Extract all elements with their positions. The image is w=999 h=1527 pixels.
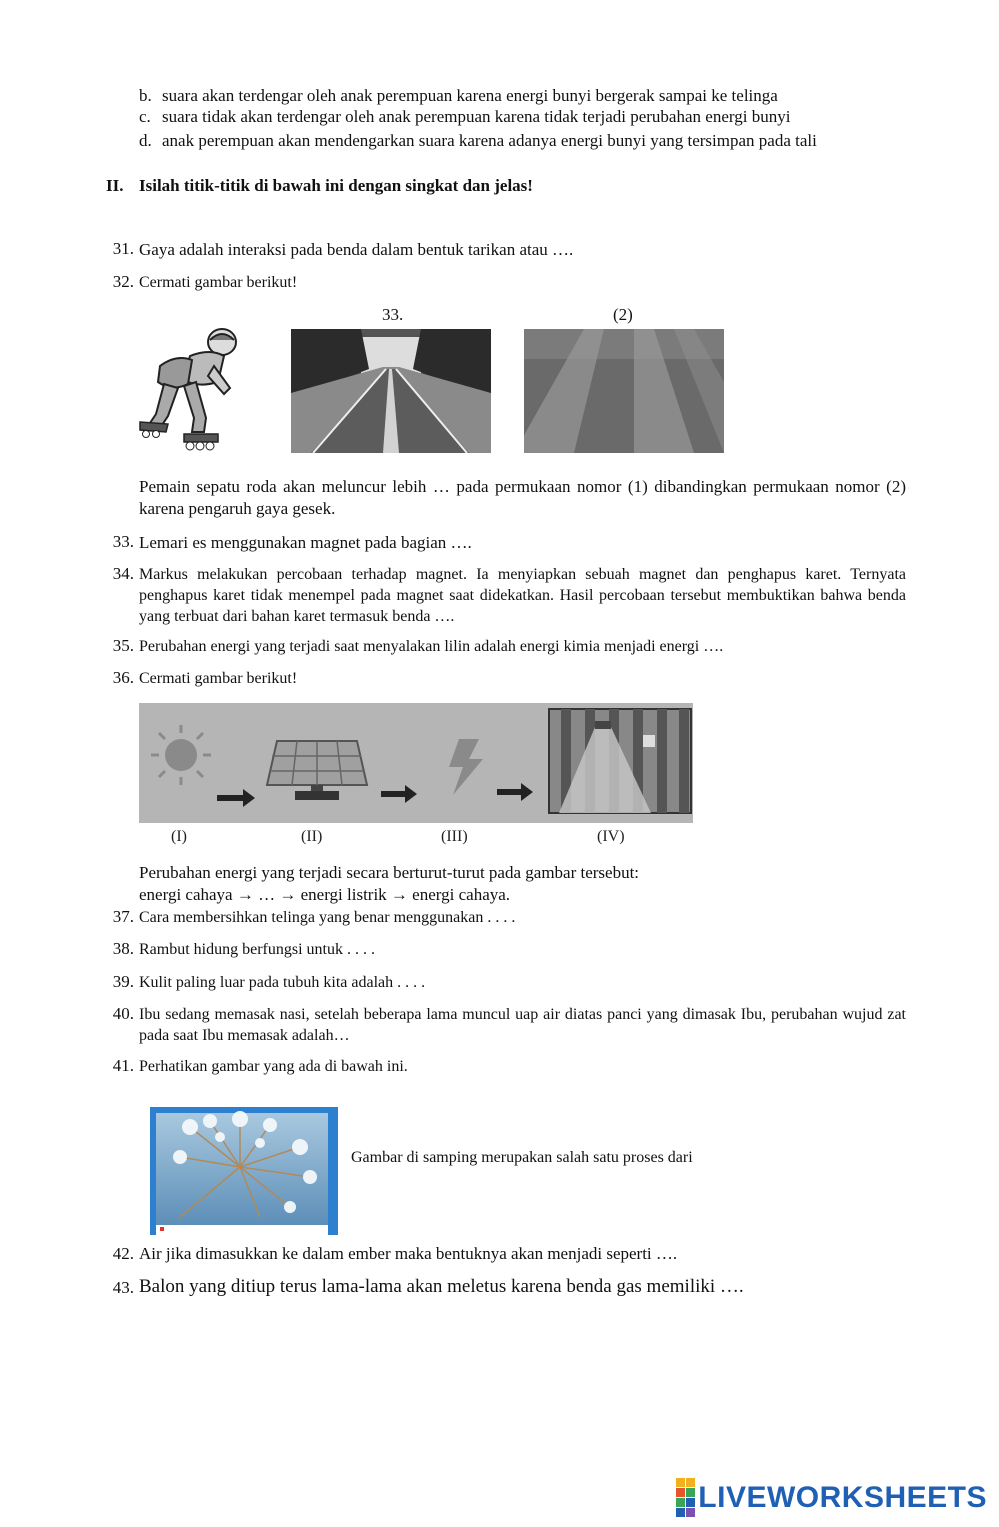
lamp-room-icon bbox=[549, 709, 691, 813]
question-text: Perubahan energi yang terjadi saat menyalakan lilin adalah energi kimia menjadi energi …. bbox=[139, 638, 724, 655]
question-text: Cermati gambar berikut! bbox=[139, 670, 298, 687]
question-text: Rambut hidung berfungsi untuk . . . . bbox=[139, 941, 375, 958]
option-letter: d. bbox=[139, 131, 152, 150]
image-label-ii: (II) bbox=[301, 828, 323, 845]
question-number: 33. bbox=[112, 532, 134, 551]
image-label-iv: (IV) bbox=[597, 828, 625, 845]
question-number: 40. bbox=[112, 1004, 134, 1023]
question-text: Ibu sedang memasak nasi, setelah beberapa lama muncul uap air diatas panci yang dimasak Ibu, perubahan wujud zat pada saat Ibu memasak adalah… bbox=[139, 1006, 906, 1044]
question-number: 42. bbox=[112, 1244, 134, 1263]
question-side-text: Gambar di samping merupakan salah satu proses dari bbox=[351, 1149, 693, 1166]
question-text: Perhatikan gambar yang ada di bawah ini. bbox=[139, 1058, 408, 1075]
image-label-1: 33. bbox=[382, 305, 404, 324]
frost-flower-image bbox=[150, 1107, 338, 1235]
section-title: Isilah titik-titik di bawah ini dengan singkat dan jelas! bbox=[139, 176, 533, 195]
option-letter: c. bbox=[139, 107, 151, 126]
question-text: Cermati gambar berikut! bbox=[139, 274, 298, 291]
question-number: 32. bbox=[112, 272, 134, 291]
image-label-i: (I) bbox=[171, 828, 187, 845]
question-body: Pemain sepatu roda akan meluncur lebih … pada permukaan nomor (1) dibandingkan permukaan nomor (2) karena pengaruh gaya gesek. bbox=[139, 477, 906, 518]
energy-chain-image bbox=[139, 703, 693, 851]
question-body-1: Perubahan energi yang terjadi secara berturut-turut pada gambar tersebut: bbox=[139, 863, 640, 882]
image-label-iii: (III) bbox=[441, 828, 468, 845]
question-text: Cara membersihkan telinga yang benar menggunakan . . . . bbox=[139, 909, 516, 926]
question-body-2: energi cahaya → … → energi listrik → energi cahaya. bbox=[139, 885, 511, 904]
question-number: 37. bbox=[112, 907, 134, 926]
option-text: suara tidak akan terdengar oleh anak perempuan karena tidak terjadi perubahan energi bunyi bbox=[162, 107, 791, 126]
question-number: 38. bbox=[112, 939, 134, 958]
question-number: 41. bbox=[112, 1056, 134, 1075]
question-number: 31. bbox=[112, 239, 134, 258]
question-text: Kulit paling luar pada tubuh kita adalah . . . . bbox=[139, 974, 426, 991]
image-label-2: (2) bbox=[613, 305, 633, 324]
option-text: suara akan terdengar oleh anak perempuan karena energi bunyi bergerak sampai ke telinga bbox=[162, 86, 778, 105]
section-roman: II. bbox=[106, 176, 124, 195]
question-text: Gaya adalah interaksi pada benda dalam bentuk tarikan atau …. bbox=[139, 240, 574, 259]
question-number: 35. bbox=[112, 636, 134, 655]
skater-image bbox=[134, 326, 244, 454]
question-text: Markus melakukan percobaan terhadap magnet. Ia menyiapkan sebuah magnet dan penghapus karet. Ternyata penghapus karet tidak menempel pada magnet saat didekatkan. Hasil percobaan tersebut membuktikan bahwa benda yang terbuat dari bahan karet termasuk benda …. bbox=[139, 566, 906, 625]
brand-name: LIVEWORKSHEETS bbox=[698, 1480, 987, 1514]
question-text: Balon yang ditiup terus lama-lama akan meletus karena benda gas memiliki …. bbox=[139, 1276, 744, 1297]
question-number: 34. bbox=[112, 564, 134, 583]
road-image bbox=[291, 329, 491, 453]
option-text: anak perempuan akan mendengarkan suara karena adanya energi bunyi yang tersimpan pada tali bbox=[162, 131, 817, 150]
question-number: 39. bbox=[112, 972, 134, 991]
option-letter: b. bbox=[139, 86, 152, 105]
logo-tiles-icon bbox=[676, 1478, 695, 1517]
question-number: 36. bbox=[112, 668, 134, 687]
question-text: Air jika dimasukkan ke dalam ember maka bentuknya akan menjadi seperti …. bbox=[139, 1244, 678, 1263]
question-text: Lemari es menggunakan magnet pada bagian …. bbox=[139, 533, 472, 552]
grass-image bbox=[524, 329, 724, 453]
liveworksheets-logo bbox=[676, 1478, 987, 1517]
question-number: 43. bbox=[112, 1278, 134, 1297]
